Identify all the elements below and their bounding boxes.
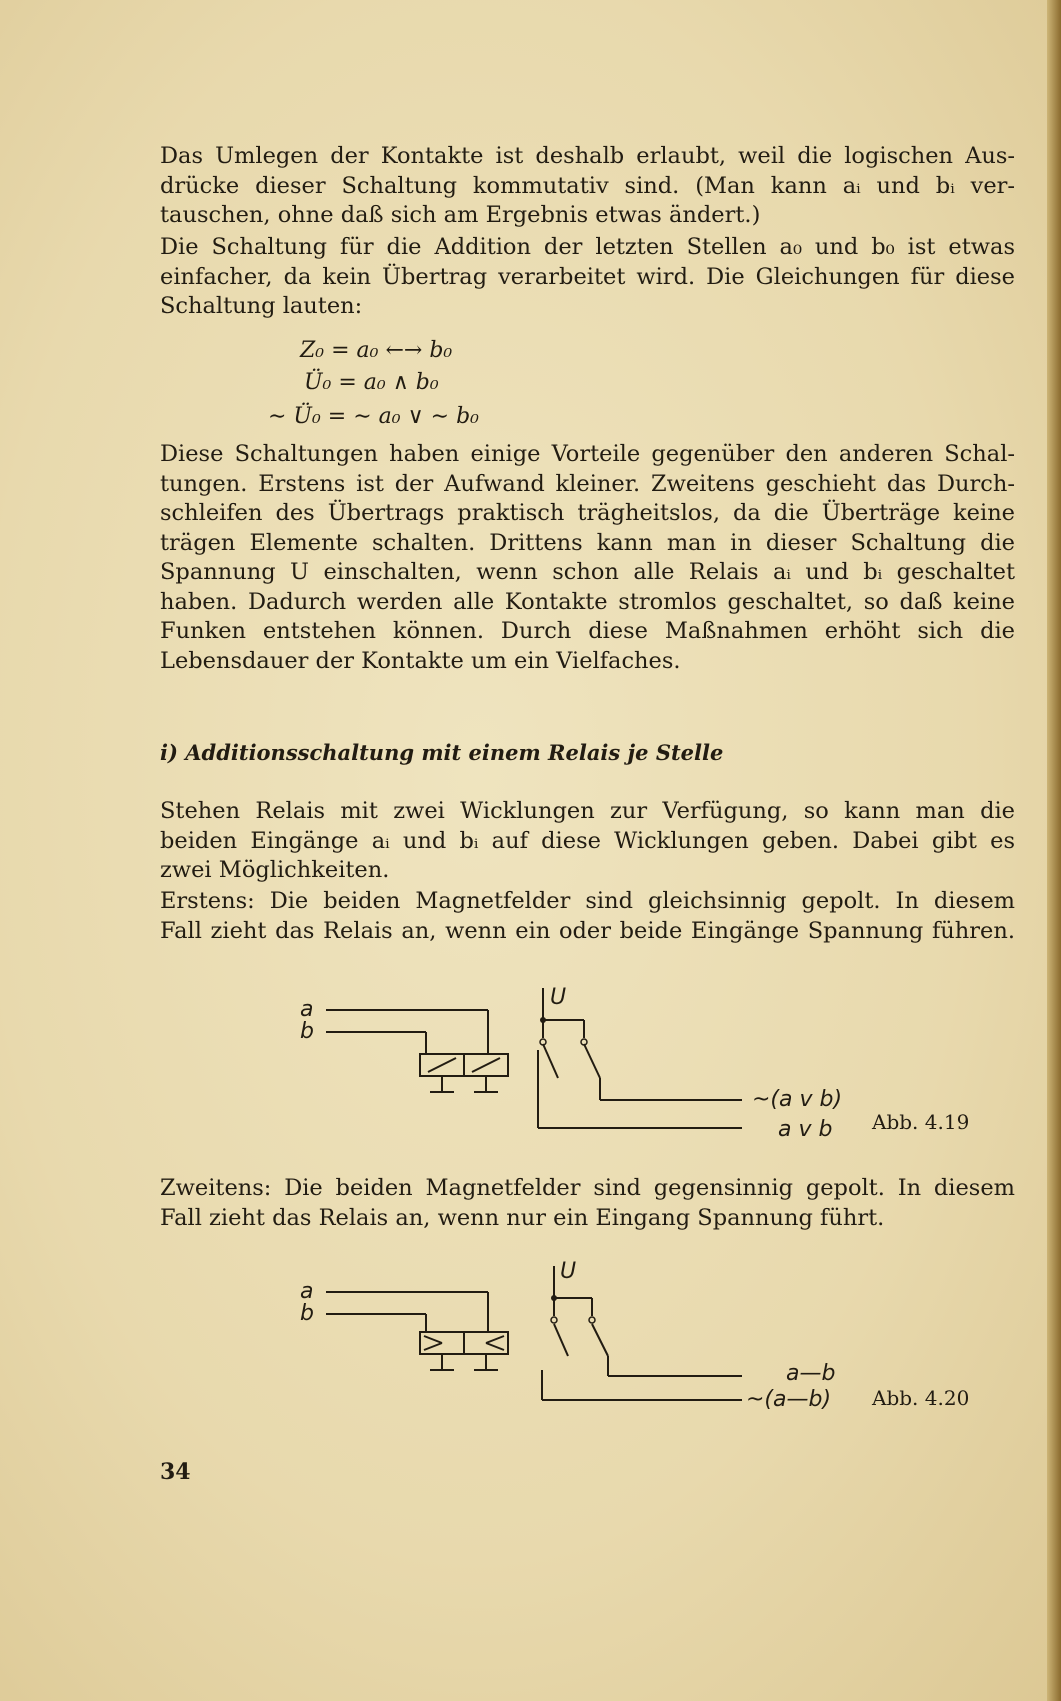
output-top-label: a—b bbox=[786, 1361, 836, 1386]
formula-u0: Ü₀ = a₀ ∧ b₀ bbox=[304, 370, 439, 395]
input-a-label: a bbox=[300, 1279, 314, 1304]
text-line: Fall zieht das Relais an, wenn nur ein Eingang Spannung führt. bbox=[160, 1204, 885, 1231]
text-line: haben. Dadurch werden alle Kontakte stromlos geschaltet, so daß keine bbox=[160, 588, 1015, 615]
input-b-label: b bbox=[300, 1301, 314, 1326]
paragraph-2 bbox=[160, 233, 1015, 322]
output-top-label: ~(a v b) bbox=[752, 1087, 843, 1112]
text-line: Erstens: Die beiden Magnetfelder sind gleichsinnig gepolt. In diesem bbox=[160, 888, 1015, 914]
text-line: Das Umlegen der Kontakte ist deshalb erlaubt, weil die logischen Aus- bbox=[160, 143, 1015, 169]
text-line: Stehen Relais mit zwei Wicklungen zur Verfügung, so kann man die bbox=[160, 798, 1015, 824]
relay-circuit-diagram-4-20 bbox=[290, 1258, 870, 1418]
text-line: schleifen des Übertrags praktisch trägheitslos, da die Überträge keine bbox=[160, 500, 1015, 526]
text-line: trägen Elemente schalten. Drittens kann man in dieser Schaltung die bbox=[160, 529, 1015, 556]
text-line: Die Schaltung für die Addition der letzten Stellen a₀ und b₀ ist etwas bbox=[160, 234, 1015, 260]
text-line: Spannung U einschalten, wenn schon alle Relais aᵢ und bᵢ geschaltet bbox=[160, 559, 1015, 585]
text-line: Funken entstehen können. Durch diese Maßnahmen erhöht sich die bbox=[160, 618, 1015, 644]
paragraph-6 bbox=[160, 1174, 1015, 1233]
text-line: Schaltung lauten: bbox=[160, 293, 363, 319]
paragraph-4 bbox=[160, 797, 1015, 886]
input-b-label: b bbox=[300, 1019, 314, 1044]
formula-z0: Z₀ = a₀ ←→ b₀ bbox=[300, 338, 453, 363]
figure-caption-4-20: Abb. 4.20 bbox=[872, 1386, 970, 1410]
formula-not-u0: ∼ Ü₀ = ∼ a₀ ∨ ∼ b₀ bbox=[268, 404, 479, 429]
section-heading: i) Additionsschaltung mit einem Relais je Stelle bbox=[160, 740, 724, 765]
page-edge bbox=[1047, 0, 1061, 1701]
text-line: tauschen, ohne daß sich am Ergebnis etwas ändert.) bbox=[160, 202, 761, 228]
page-number: 34 bbox=[160, 1459, 191, 1485]
input-a-label: a bbox=[300, 997, 314, 1022]
paragraph-1 bbox=[160, 142, 1015, 231]
output-bottom-label: a v b bbox=[778, 1117, 833, 1140]
text-line: Fall zieht das Relais an, wenn ein oder beide Eingänge Spannung führen. bbox=[160, 917, 1015, 944]
text-line: beiden Eingänge aᵢ und bᵢ auf diese Wicklungen geben. Dabei gibt es bbox=[160, 827, 1015, 854]
supply-u-label: U bbox=[560, 1259, 577, 1284]
text-line: Lebensdauer der Kontakte um ein Vielfaches. bbox=[160, 647, 681, 674]
paragraph-3 bbox=[160, 440, 1015, 676]
text-line: einfacher, da kein Übertrag verarbeitet wird. Die Gleichungen für diese bbox=[160, 263, 1015, 290]
text-line: drücke dieser Schaltung kommutativ sind. (Man kann aᵢ und bᵢ ver- bbox=[160, 172, 1015, 199]
figure-caption-4-19: Abb. 4.19 bbox=[872, 1110, 970, 1134]
relay-circuit-diagram-4-19 bbox=[290, 980, 870, 1140]
paragraph-5 bbox=[160, 887, 1015, 946]
text-line: zwei Möglichkeiten. bbox=[160, 857, 390, 883]
text-line: tungen. Erstens ist der Aufwand kleiner. Zweitens geschieht das Durch- bbox=[160, 470, 1015, 497]
output-bottom-label: ~(a—b) bbox=[746, 1387, 832, 1412]
text-line: Zweitens: Die beiden Magnetfelder sind gegensinnig gepolt. In diesem bbox=[160, 1175, 1015, 1201]
supply-u-label: U bbox=[550, 985, 567, 1010]
text-line: Diese Schaltungen haben einige Vorteile gegenüber den anderen Schal- bbox=[160, 441, 1015, 467]
